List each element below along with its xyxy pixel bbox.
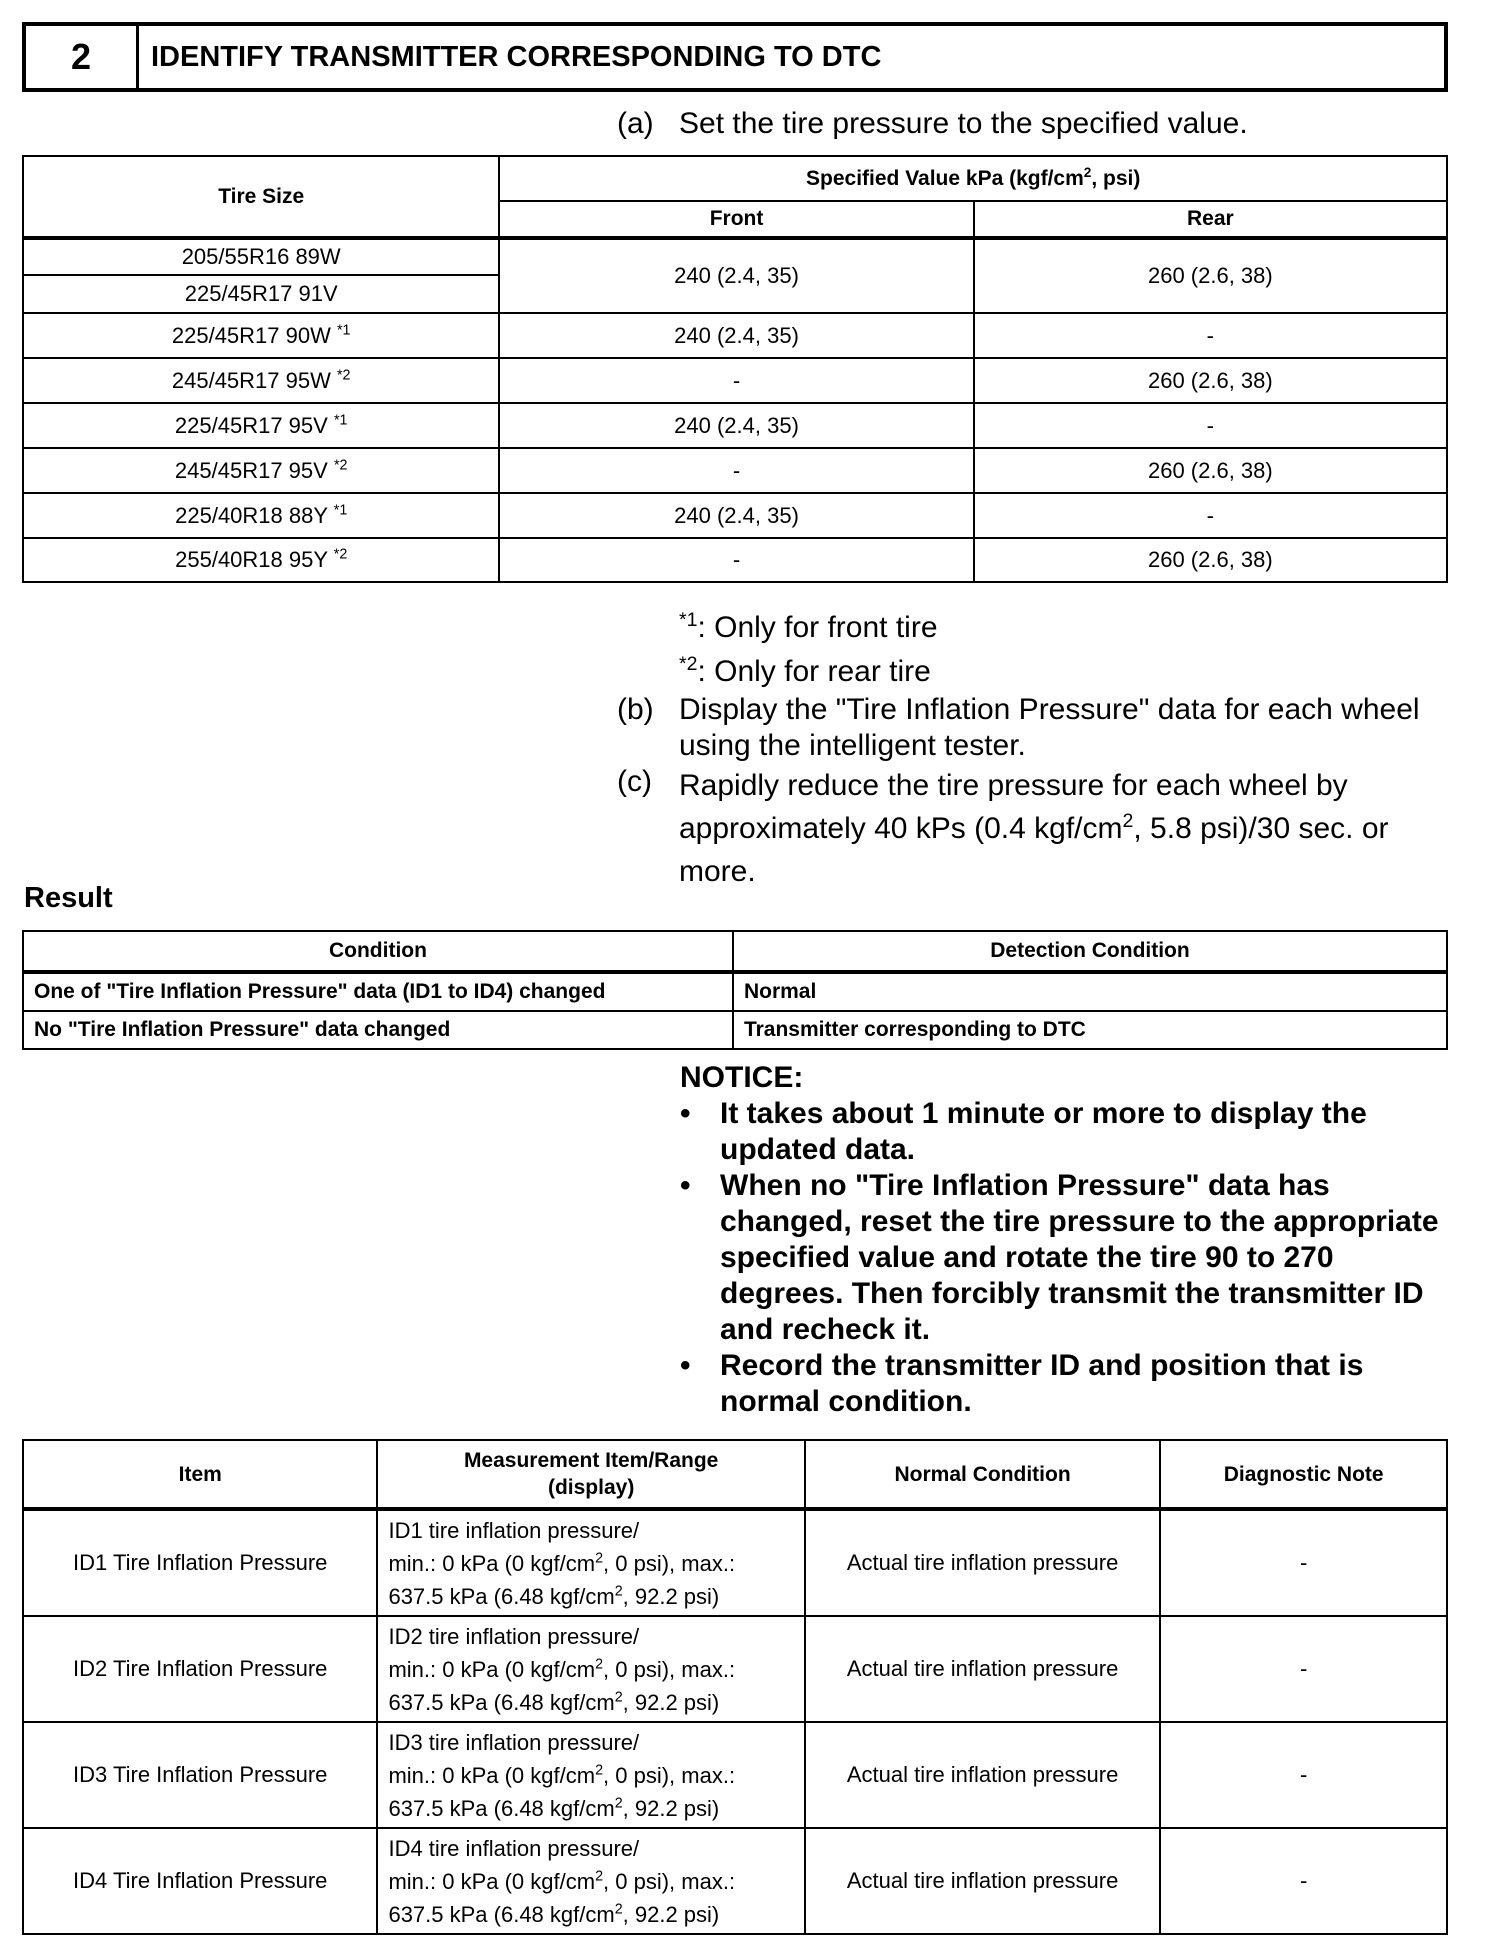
data-list-table	[22, 1439, 1448, 1935]
rear-value-cell: -	[974, 493, 1447, 538]
range-cell: ID3 tire inflation pressure/ min.: 0 kPa (0 kgf/$cm^2$, 0 psi), max.: 637.5 kPa (6.48 kgf/$cm^2$, 92.2 psi)	[377, 1722, 804, 1828]
condition-cell: No "Tire Inflation Pressure" data changed	[23, 1011, 733, 1049]
detection-cell: Normal	[733, 972, 1447, 1011]
header-condition: Condition	[23, 931, 733, 972]
rear-value-cell: -	[974, 403, 1447, 448]
tire-size-cell: 225/45R17 91V	[23, 275, 499, 313]
normal-condition-cell: Actual tire inflation pressure	[805, 1828, 1160, 1934]
rear-value-cell: 260 (2.6, 38)	[974, 538, 1447, 582]
rear-value-cell: 260 (2.6, 38)	[974, 448, 1447, 493]
notice-bullet: • It takes about 1 minute or more to display the updated data.	[680, 1097, 1367, 1166]
diagnostic-note-cell: -	[1160, 1616, 1447, 1722]
step-a-letter: (a)	[617, 107, 654, 140]
front-value-cell: -	[499, 448, 973, 493]
table-row	[23, 358, 1447, 403]
rear-value-cell: -	[974, 313, 1447, 358]
diagnostic-note-cell: -	[1160, 1722, 1447, 1828]
table-row	[23, 972, 1447, 1011]
table-row	[23, 1722, 1447, 1828]
header-rear: Rear	[974, 201, 1447, 238]
header-measurement: Measurement Item/Range (display)	[377, 1440, 804, 1509]
item-cell: ID3 Tire Inflation Pressure	[23, 1722, 377, 1828]
footnote-2: $^{*2}$: Only for rear tire	[679, 653, 931, 688]
front-value-cell: 240 (2.4, 35)	[499, 313, 973, 358]
tire-size-cell: 245/45R17 95V $^{*2}$	[23, 448, 499, 493]
notice-title: NOTICE:	[680, 1061, 804, 1094]
step-b	[617, 692, 1447, 764]
table-row	[23, 493, 1447, 538]
step-title: IDENTIFY TRANSMITTER CORRESPONDING TO DTC	[151, 40, 882, 73]
item-cell: ID1 Tire Inflation Pressure	[23, 1509, 377, 1616]
range-cell: ID1 tire inflation pressure/ min.: 0 kPa (0 kgf/$cm^2$, 0 psi), max.: 637.5 kPa (6.48 kgf/$cm^2$, 92.2 psi)	[377, 1509, 804, 1616]
tire-size-cell: 205/55R16 89W	[23, 238, 499, 275]
step-c-letter: (c)	[617, 765, 652, 798]
table-row	[23, 238, 1447, 275]
table-row	[23, 403, 1447, 448]
tire-size-cell: 255/40R18 95Y $^{*2}$	[23, 538, 499, 582]
header-detection-condition: Detection Condition	[733, 931, 1447, 972]
header-front: Front	[499, 201, 973, 238]
front-value-cell: 240 (2.4, 35)	[499, 238, 973, 313]
step-c-text: Rapidly reduce the tire pressure for each wheel by approximately 40 kPs (0.4 kgf/$cm^2$, 5.8 psi)/30 sec. or more.	[679, 769, 1389, 888]
table-row	[23, 538, 1447, 582]
range-cell: ID2 tire inflation pressure/ min.: 0 kPa (0 kgf/$cm^2$, 0 psi), max.: 637.5 kPa (6.48 kgf/$cm^2$, 92.2 psi)	[377, 1616, 804, 1722]
condition-cell: One of "Tire Inflation Pressure" data (ID1 to ID4) changed	[23, 972, 733, 1011]
normal-condition-cell: Actual tire inflation pressure	[805, 1616, 1160, 1722]
step-b-letter: (b)	[617, 693, 654, 726]
footnote-1: $^{*1}$: Only for front tire	[679, 609, 938, 644]
header-item: Item	[23, 1440, 377, 1509]
step-b-text: Display the "Tire Inflation Pressure" data for each wheel using the intelligent tester.	[679, 693, 1420, 762]
header-normal-condition: Normal Condition	[805, 1440, 1160, 1509]
front-value-cell: -	[499, 538, 973, 582]
notice-block	[680, 1060, 1460, 1420]
step-a-text: Set the tire pressure to the specified value.	[679, 107, 1248, 140]
result-label: Result	[24, 882, 113, 914]
table-row	[23, 1509, 1447, 1616]
header-specified-value: Specified Value kPa ($kgf/cm^2$, psi)	[499, 156, 1447, 201]
rear-value-cell: 260 (2.6, 38)	[974, 358, 1447, 403]
rear-value-cell: 260 (2.6, 38)	[974, 238, 1447, 313]
tire-size-cell: 225/40R18 88Y $^{*1}$	[23, 493, 499, 538]
item-cell: ID4 Tire Inflation Pressure	[23, 1828, 377, 1934]
item-cell: ID2 Tire Inflation Pressure	[23, 1616, 377, 1722]
front-value-cell: -	[499, 358, 973, 403]
table-row	[23, 1828, 1447, 1934]
step-c	[617, 764, 1447, 888]
normal-condition-cell: Actual tire inflation pressure	[805, 1509, 1160, 1616]
front-value-cell: 240 (2.4, 35)	[499, 403, 973, 448]
table-row	[23, 448, 1447, 493]
front-value-cell: 240 (2.4, 35)	[499, 493, 973, 538]
range-cell: ID4 tire inflation pressure/ min.: 0 kPa (0 kgf/$cm^2$, 0 psi), max.: 637.5 kPa (6.48 kgf/$cm^2$, 92.2 psi)	[377, 1828, 804, 1934]
tire-pressure-table	[22, 155, 1448, 583]
step-header	[22, 22, 1448, 92]
diagnostic-note-cell: -	[1160, 1828, 1447, 1934]
table-row	[23, 313, 1447, 358]
header-diagnostic-note: Diagnostic Note	[1160, 1440, 1447, 1509]
header-tire-size: Tire Size	[23, 156, 499, 238]
detection-cell: Transmitter corresponding to DTC	[733, 1011, 1447, 1049]
tire-size-cell: 225/45R17 95V $^{*1}$	[23, 403, 499, 448]
diagnostic-note-cell: -	[1160, 1509, 1447, 1616]
notice-bullet: • When no "Tire Inflation Pressure" data has changed, reset the tire pressure to the appropriate specified value and rotate the tire 90 to 270 degrees. Then forcibly transmit the transmitter ID and recheck it.	[680, 1169, 1439, 1346]
normal-condition-cell: Actual tire inflation pressure	[805, 1722, 1160, 1828]
step-a	[617, 106, 1437, 142]
table-row	[23, 1011, 1447, 1049]
step-number: 2	[26, 26, 139, 88]
result-table	[22, 930, 1448, 1050]
tire-size-cell: 225/45R17 90W $^{*1}$	[23, 313, 499, 358]
notice-bullet: • Record the transmitter ID and position that is normal condition.	[680, 1349, 1364, 1418]
tire-size-cell: 245/45R17 95W $^{*2}$	[23, 358, 499, 403]
table-row	[23, 1616, 1447, 1722]
